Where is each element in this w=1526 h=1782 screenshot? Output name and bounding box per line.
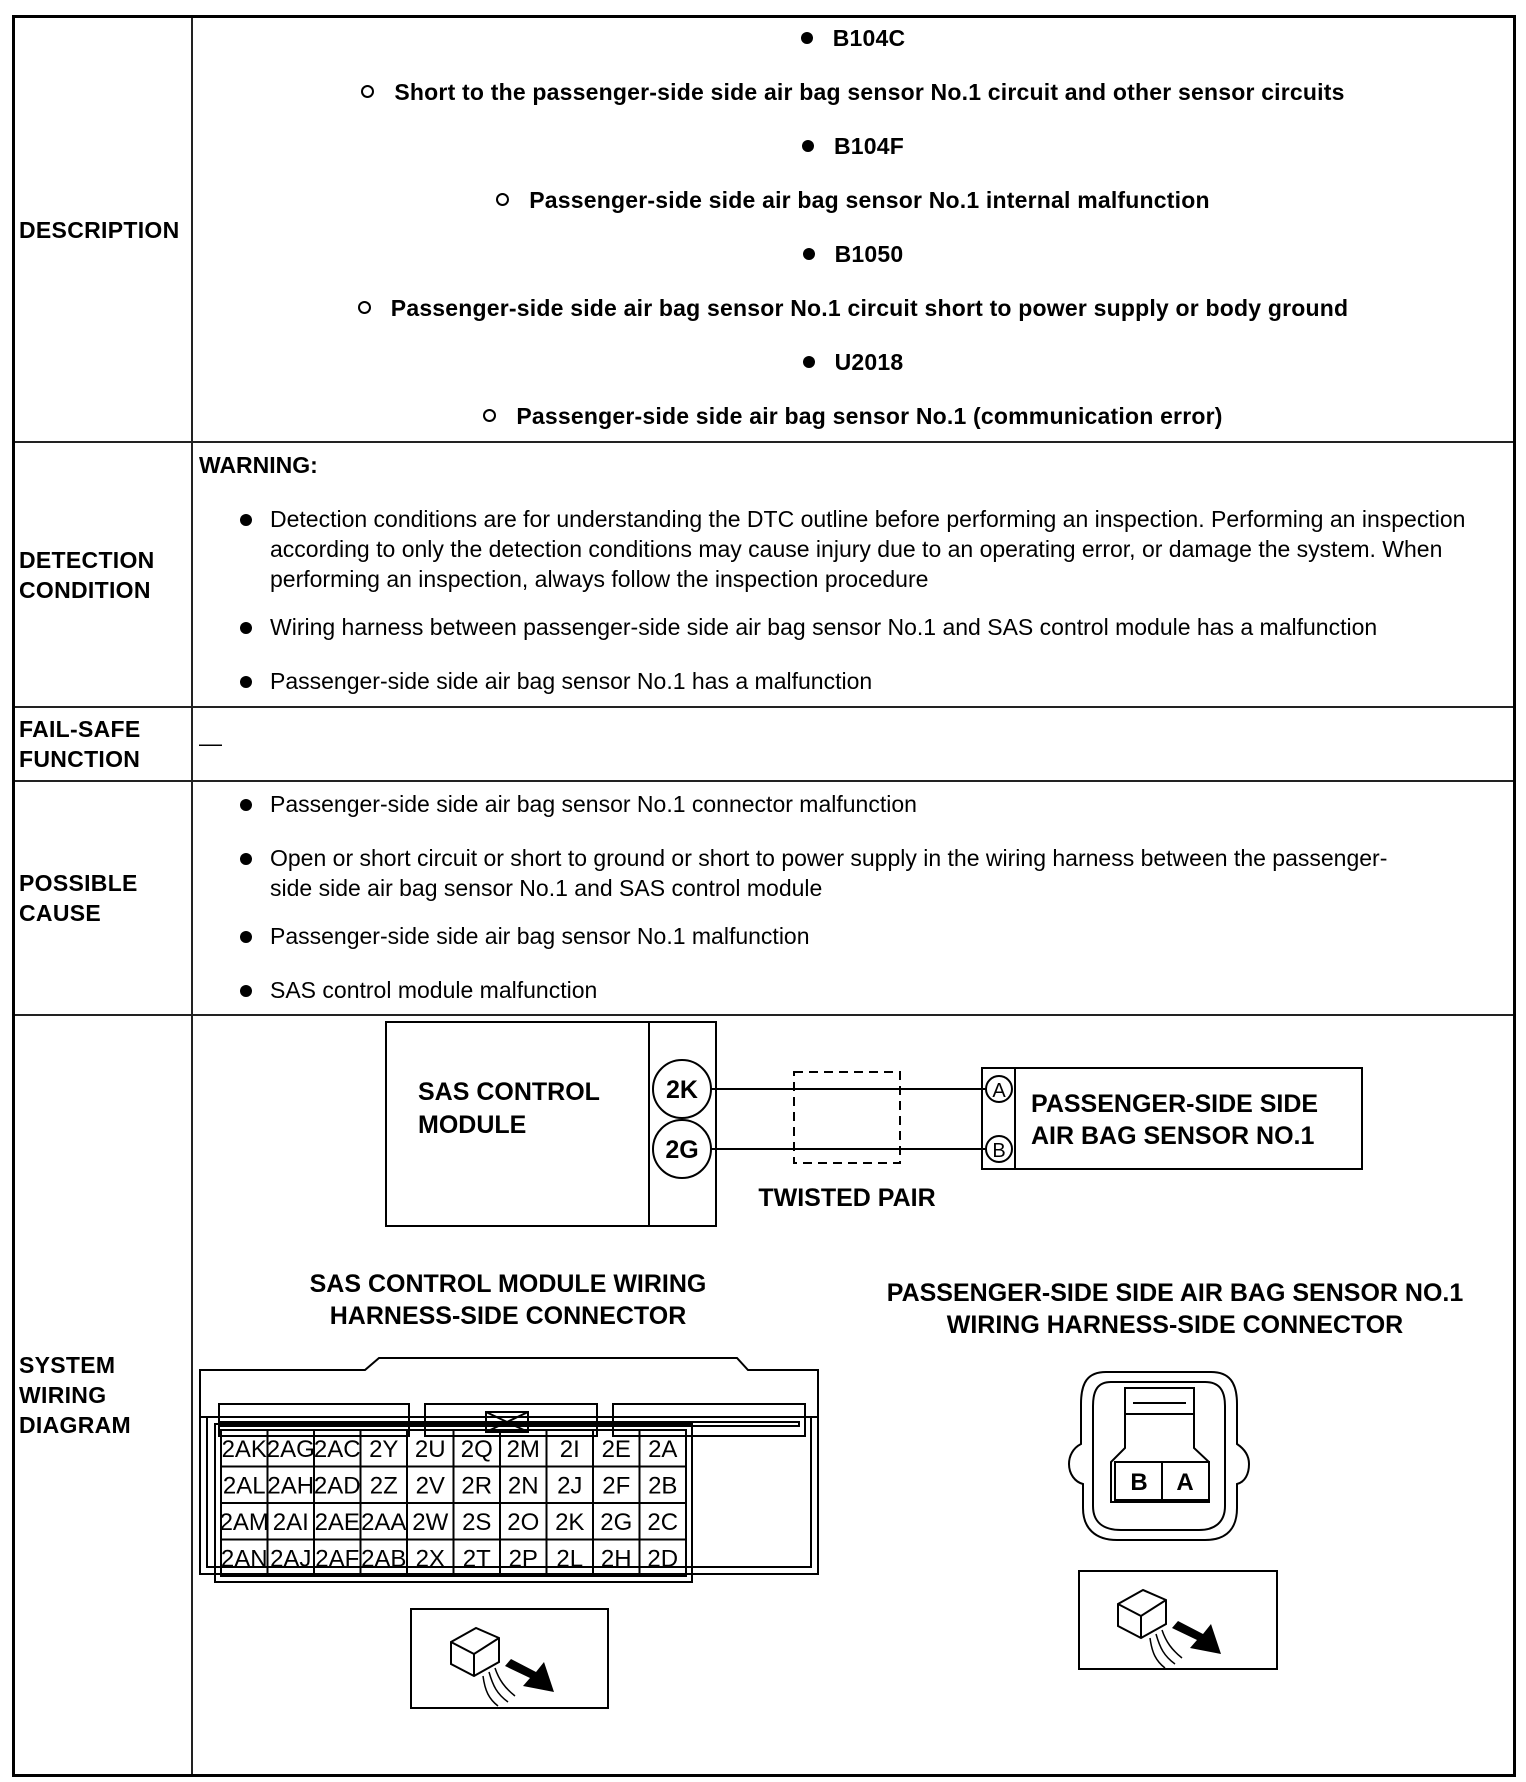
pin-label: 2Z bbox=[369, 1472, 398, 1500]
pin-label: 2AN bbox=[220, 1545, 268, 1573]
view-direction-icon bbox=[411, 1609, 608, 1708]
detection-row bbox=[15, 443, 1513, 708]
module-label: SAS CONTROL bbox=[418, 1078, 600, 1106]
sas-connector-title: HARNESS-SIDE CONNECTOR bbox=[329, 1302, 687, 1330]
dtc-description: Passenger-side side air bag sensor No.1 (communication error) bbox=[193, 403, 1513, 430]
pin-label: 2D bbox=[647, 1545, 679, 1573]
pin-label: 2B bbox=[648, 1472, 678, 1500]
list-item: Passenger-side side air bag sensor No.1 connector malfunction bbox=[240, 789, 1440, 819]
bullet-dot-icon bbox=[240, 676, 252, 688]
diagram-row bbox=[15, 1016, 1513, 1774]
sensor-pin-label: B bbox=[1130, 1469, 1148, 1496]
pin-label: 2T bbox=[462, 1545, 491, 1573]
bullet-dot-icon bbox=[240, 985, 252, 997]
sas-pin-grid bbox=[215, 1424, 692, 1582]
pin-label: 2AF bbox=[315, 1545, 360, 1573]
pin-label: 2O bbox=[507, 1509, 540, 1536]
sensor-label: PASSENGER-SIDE SIDE bbox=[1031, 1090, 1319, 1118]
module-label: MODULE bbox=[418, 1111, 527, 1139]
twisted-pair-label: TWISTED PAIR bbox=[758, 1184, 936, 1212]
bullet-dot-icon bbox=[803, 356, 815, 368]
twisted-pair-wires bbox=[711, 1072, 999, 1212]
bullet-dot-icon bbox=[240, 931, 252, 943]
list-item: Passenger-side side air bag sensor No.1 malfunction bbox=[240, 921, 1440, 951]
pin-label: 2AA bbox=[361, 1509, 407, 1536]
pin-label: 2E bbox=[601, 1436, 631, 1463]
pin-label: 2I bbox=[559, 1436, 580, 1463]
bullet-ring-icon bbox=[358, 301, 371, 314]
view-direction-icon bbox=[1079, 1571, 1277, 1669]
pin-label: 2H bbox=[600, 1545, 632, 1573]
pin-label: 2N bbox=[507, 1472, 539, 1500]
pin-label: 2A bbox=[648, 1436, 678, 1463]
pin-label: 2M bbox=[506, 1436, 540, 1463]
pin-label: 2X bbox=[415, 1545, 445, 1573]
failsafe-value: — bbox=[199, 730, 222, 756]
sas-control-module bbox=[386, 1022, 716, 1226]
dtc-code: B1050 bbox=[193, 241, 1513, 268]
terminal-label: A bbox=[992, 1080, 1006, 1102]
pin-label: 2AE bbox=[314, 1509, 360, 1536]
pin-label: 2G bbox=[600, 1509, 633, 1536]
pin-label: 2AJ bbox=[270, 1545, 312, 1573]
list-item: Detection conditions are for understanding the DTC outline before performing an inspection. Performing an inspection according to only the detection conditions may cause injury due to an operating error, or damage the system. When performing an inspection, always follow the inspection procedure bbox=[240, 504, 1480, 594]
description-label: DESCRIPTION bbox=[15, 18, 193, 441]
cause-content bbox=[193, 782, 1513, 1014]
pin-label: 2AM bbox=[219, 1509, 269, 1536]
failsafe-content bbox=[193, 708, 1513, 780]
pin-label: 2S bbox=[462, 1509, 492, 1536]
warning-heading: WARNING: bbox=[199, 452, 318, 478]
terminal-label: B bbox=[992, 1140, 1006, 1162]
diagram-label: SYSTEM WIRING DIAGRAM bbox=[15, 1016, 193, 1774]
dtc-description: Passenger-side side air bag sensor No.1 internal malfunction bbox=[193, 187, 1513, 214]
pin-label: 2G bbox=[665, 1136, 699, 1164]
list-item: Passenger-side side air bag sensor No.1 has a malfunction bbox=[240, 666, 1526, 696]
pin-label: 2AD bbox=[313, 1472, 361, 1500]
list-item: SAS control module malfunction bbox=[240, 975, 1440, 1005]
dtc-code: U2018 bbox=[193, 349, 1513, 376]
pin-label: 2J bbox=[557, 1472, 583, 1500]
bullet-ring-icon bbox=[496, 193, 509, 206]
pin-label: 2AI bbox=[272, 1509, 309, 1536]
pin-label: 2K bbox=[555, 1509, 585, 1536]
sensor-connector-title: WIRING HARNESS-SIDE CONNECTOR bbox=[946, 1311, 1404, 1339]
dtc-code: B104C bbox=[193, 25, 1513, 52]
pin-label: 2P bbox=[508, 1545, 538, 1573]
pin-label: 2AK bbox=[221, 1436, 267, 1463]
bullet-dot-icon bbox=[240, 853, 252, 865]
pin-label: 2U bbox=[414, 1436, 446, 1463]
bullet-dot-icon bbox=[803, 248, 815, 260]
failsafe-label: FAIL-SAFE FUNCTION bbox=[15, 708, 193, 780]
pin-label: 2Y bbox=[369, 1436, 399, 1463]
description-content bbox=[193, 18, 1513, 441]
description-row bbox=[15, 18, 1513, 443]
list-item: Open or short circuit or short to ground or short to power supply in the wiring harness between the passenger-side side air bag sensor No.1 and SAS control module bbox=[240, 843, 1400, 903]
pin-label: 2C bbox=[647, 1509, 679, 1536]
pin-label: 2L bbox=[556, 1545, 584, 1573]
bullet-dot-icon bbox=[240, 514, 252, 526]
detection-label: DETECTION CONDITION bbox=[15, 443, 193, 706]
dtc-description: Passenger-side side air bag sensor No.1 circuit short to power supply or body ground bbox=[193, 295, 1513, 322]
air-bag-sensor bbox=[982, 1068, 1362, 1169]
pin-label: 2AH bbox=[267, 1472, 315, 1500]
pin-label: 2K bbox=[666, 1076, 698, 1104]
pin-label: 2AC bbox=[313, 1436, 361, 1463]
cause-row bbox=[15, 782, 1513, 1016]
detection-content bbox=[193, 443, 1513, 706]
pin-label: 2F bbox=[602, 1472, 631, 1500]
pin-label: 2V bbox=[415, 1472, 445, 1500]
sas-connector-title: SAS CONTROL MODULE WIRING bbox=[309, 1270, 707, 1298]
sensor-label: AIR BAG SENSOR NO.1 bbox=[1031, 1122, 1315, 1150]
pin-label: 2AL bbox=[222, 1472, 266, 1500]
dtc-description: Short to the passenger-side side air bag sensor No.1 circuit and other sensor circuits bbox=[193, 79, 1513, 106]
sensor-pin-label: A bbox=[1176, 1469, 1194, 1496]
pin-label: 2AB bbox=[361, 1545, 407, 1573]
pin-label: 2AG bbox=[266, 1436, 315, 1463]
bullet-dot-icon bbox=[240, 622, 252, 634]
cause-label: POSSIBLE CAUSE bbox=[15, 782, 193, 1014]
pin-label: 2W bbox=[412, 1509, 449, 1536]
list-item: Wiring harness between passenger-side side air bag sensor No.1 and SAS control module has a malfunction bbox=[240, 612, 1526, 642]
failsafe-row bbox=[15, 708, 1513, 782]
bullet-ring-icon bbox=[483, 409, 496, 422]
bullet-dot-icon bbox=[801, 32, 813, 44]
pin-label: 2R bbox=[461, 1472, 493, 1500]
pin-label: 2Q bbox=[460, 1436, 493, 1463]
sensor-connector-face bbox=[1069, 1372, 1249, 1540]
bullet-dot-icon bbox=[802, 140, 814, 152]
sensor-connector-title: PASSENGER-SIDE SIDE AIR BAG SENSOR NO.1 bbox=[886, 1279, 1464, 1307]
dtc-table bbox=[12, 15, 1516, 1777]
bullet-dot-icon bbox=[240, 799, 252, 811]
bullet-ring-icon bbox=[361, 85, 374, 98]
dtc-code: B104F bbox=[193, 133, 1513, 160]
system-wiring-diagram bbox=[193, 1016, 1513, 1774]
diagram-content bbox=[193, 1016, 1513, 1774]
